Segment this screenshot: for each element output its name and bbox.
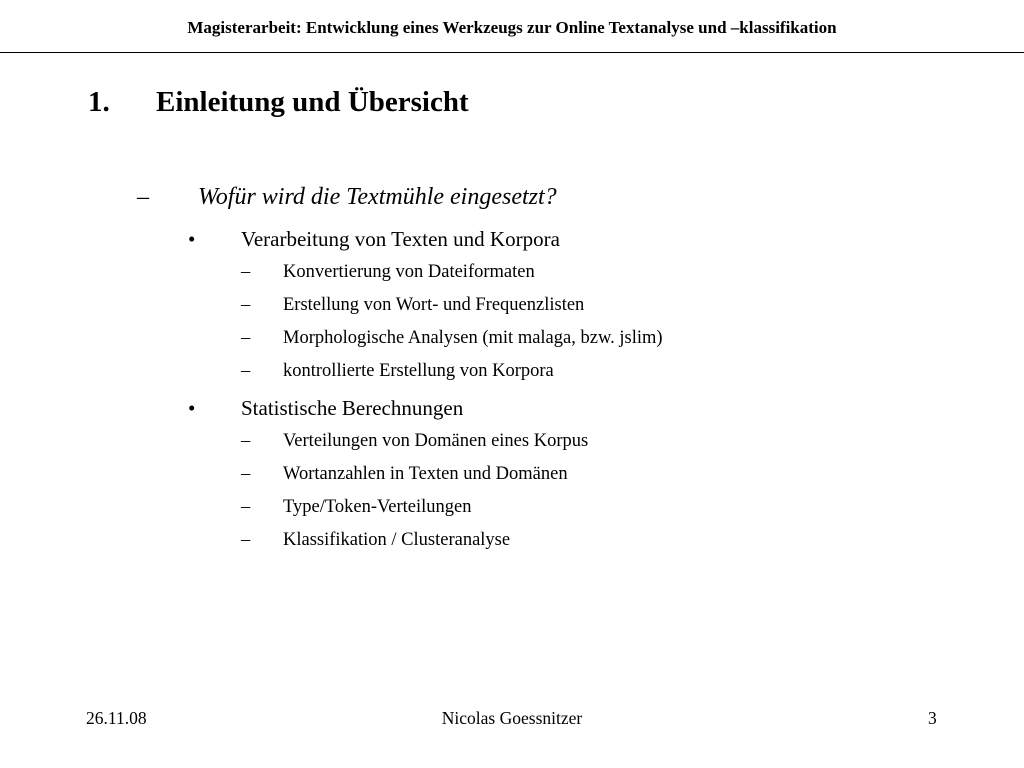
dash-marker: –	[241, 530, 251, 550]
footer-page-number: 3	[928, 708, 937, 728]
sub-item-label: kontrollierte Erstellung von Korpora	[283, 361, 554, 381]
bullet-marker: •	[188, 227, 196, 251]
sub-item-label: Erstellung von Wort- und Frequenzlisten	[283, 295, 585, 315]
dash-marker: –	[241, 464, 251, 484]
dash-marker: –	[241, 262, 251, 282]
dash-marker: –	[241, 361, 251, 381]
sub-item-label: Konvertierung von Dateiformaten	[283, 262, 535, 282]
slide-heading-text: Einleitung und Übersicht	[156, 86, 469, 118]
sub-item-label: Verteilungen von Domänen eines Korpus	[283, 431, 589, 451]
dash-marker: –	[241, 295, 251, 315]
footer-author: Nicolas Goessnitzer	[441, 708, 583, 728]
slide-heading-number: 1.	[88, 86, 110, 118]
header-title: Magisterarbeit: Entwicklung eines Werkzeugs zur Online Textanalyse und –klassifikation	[187, 18, 837, 37]
sub-item-label: Klassifikation / Clusteranalyse	[283, 530, 511, 550]
dash-marker: –	[241, 497, 251, 517]
dash-marker: –	[241, 431, 251, 451]
bullet-marker: •	[188, 396, 196, 420]
footer-date: 26.11.08	[86, 708, 147, 728]
bullet-label: Statistische Berechnungen	[241, 396, 464, 420]
sub-item-label: Wortanzahlen in Texten und Domänen	[283, 464, 568, 484]
header-rule	[0, 52, 1024, 53]
dash-marker: –	[241, 328, 251, 348]
sub-item-label: Type/Token-Verteilungen	[283, 497, 472, 517]
dash-marker: –	[137, 184, 149, 210]
question-text: Wofür wird die Textmühle eingesetzt?	[198, 184, 557, 210]
bullet-label: Verarbeitung von Texten und Korpora	[241, 227, 560, 251]
sub-item-label: Morphologische Analysen (mit malaga, bzw. jslim)	[283, 328, 663, 348]
